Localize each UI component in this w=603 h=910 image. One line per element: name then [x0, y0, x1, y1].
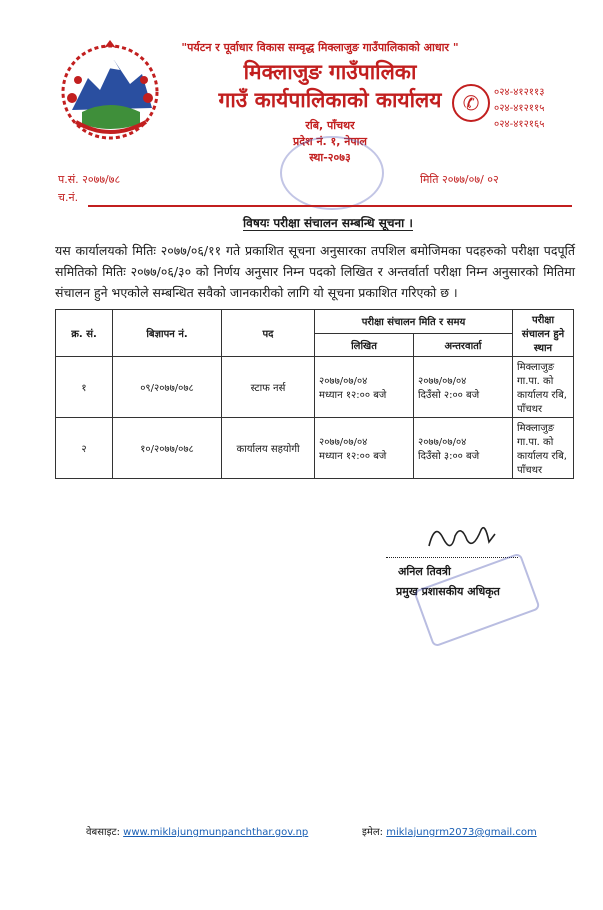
table-row — [56, 357, 574, 418]
exam-schedule-table — [55, 309, 574, 479]
header-exam-schedule: परीक्षा संचालन मिति र समय — [315, 310, 513, 334]
nepal-emblem-logo — [58, 38, 162, 142]
subject-heading — [88, 214, 568, 231]
email-label: इमेल: — [362, 827, 384, 838]
header-divider — [88, 205, 572, 207]
cell-ad-no: ०९/२०७७/०७८ — [113, 357, 222, 418]
office-title: गाउँ कार्यपालिकाको कार्यालय — [218, 88, 442, 112]
dispatch-number: च.नं. — [58, 191, 79, 204]
written-time: मध्यान १२:०० बजे — [319, 390, 387, 401]
interview-time: दिउँसो ३:०० बजे — [418, 451, 480, 462]
interview-date: २०७७/०७/०४ — [418, 437, 467, 448]
website-label: वेबसाइट: — [86, 827, 120, 838]
cell-interview — [414, 418, 513, 479]
cell-written — [315, 357, 414, 418]
cell-venue — [513, 357, 574, 418]
interview-time: दिउँसो २:०० बजे — [418, 390, 480, 401]
signatory-name: अनिल तिवत्री — [398, 565, 451, 578]
venue-line1: मिक्लाजुङ गा.पा. को — [517, 362, 555, 387]
cell-ad-no: १०/२०७७/०७८ — [113, 418, 222, 479]
written-time: मध्यान १२:०० बजे — [319, 451, 387, 462]
cell-written — [315, 418, 414, 479]
website-link[interactable]: www.miklajungmunpanchthar.gov.np — [123, 827, 309, 838]
header-ad-no: बिज्ञापन नं. — [113, 310, 222, 357]
reference-number: प.सं. २०७७/७८ — [58, 173, 121, 186]
municipality-title: मिक्लाजुङ गाउँपालिका — [243, 60, 417, 84]
cell-post: कार्यालय सहयोगी — [222, 418, 315, 479]
phone-number-1: ०२४-४१२११३ — [494, 87, 545, 98]
website-footer — [86, 824, 308, 838]
phone-icon: ✆ — [452, 84, 490, 122]
interview-date: २०७७/०७/०४ — [418, 376, 467, 387]
handwritten-signature — [425, 516, 505, 560]
office-stamp — [280, 136, 384, 210]
written-date: २०७७/०७/०४ — [319, 437, 368, 448]
venue-line2: कार्यालय रबि, पाँचथर — [517, 451, 567, 476]
document-date: मिति २०७७/०७/ ०२ — [420, 173, 499, 186]
venue-line2: कार्यालय रबि, पाँचथर — [517, 390, 567, 415]
signature-line — [386, 557, 518, 558]
subject-text: विषयः परीक्षा संचालन सम्बन्धि सूचना । — [243, 216, 413, 230]
written-date: २०७७/०७/०४ — [319, 376, 368, 387]
header-post: पद — [222, 310, 315, 357]
cell-interview — [414, 357, 513, 418]
email-footer — [362, 824, 537, 838]
phone-number-3: ०२४-४१२१६५ — [494, 119, 545, 130]
cell-sn: १ — [56, 357, 113, 418]
header-sn: क्र. सं. — [56, 310, 113, 357]
venue-line1: मिक्लाजुङ गा.पा. को — [517, 423, 555, 448]
cell-post: स्टाफ नर्स — [222, 357, 315, 418]
email-link[interactable]: miklajungrm2073@gmail.com — [386, 827, 537, 838]
established-text: स्था-२०७३ — [309, 151, 351, 164]
tagline: "पर्यटन र पूर्वाधार विकास सम्वृद्ध मिक्लाजुङ गाउँपालिकाको आधार " — [181, 41, 459, 54]
address-line1: रबि, पाँचथर — [305, 119, 355, 132]
table-row — [56, 418, 574, 479]
header-interview: अन्तरवार्ता — [414, 333, 513, 357]
header-venue: परीक्षा संचालन हुने स्थान — [513, 310, 574, 357]
phone-number-2: ०२४-४१२११५ — [494, 103, 545, 114]
cell-sn: २ — [56, 418, 113, 479]
address-line2: प्रदेश नं. १, नेपाल — [293, 135, 367, 148]
signatory-designation: प्रमुख प्रशासकीय अधिकृत — [396, 585, 500, 598]
cell-venue — [513, 418, 574, 479]
notice-body: यस कार्यालयको मितिः २०७७/०६/११ गते प्रकाशित सूचना अनुसारका तपशिल बमोजिमका पदहरुको परीक्षा पदपूर्ति समितिको मितिः २०७७/०६/३० को निर्णय अनुसार निम्न पदको लिखित र अन्तर्वार्ता परीक्षा निम्न अनुसारको मितिमा संचालन हुने भएकोले सम्बन्धित सवैको जानकारीको लागि यो सूचना प्रकाशित गरिएको छ । — [55, 243, 575, 300]
header-written: लिखित — [315, 333, 414, 357]
